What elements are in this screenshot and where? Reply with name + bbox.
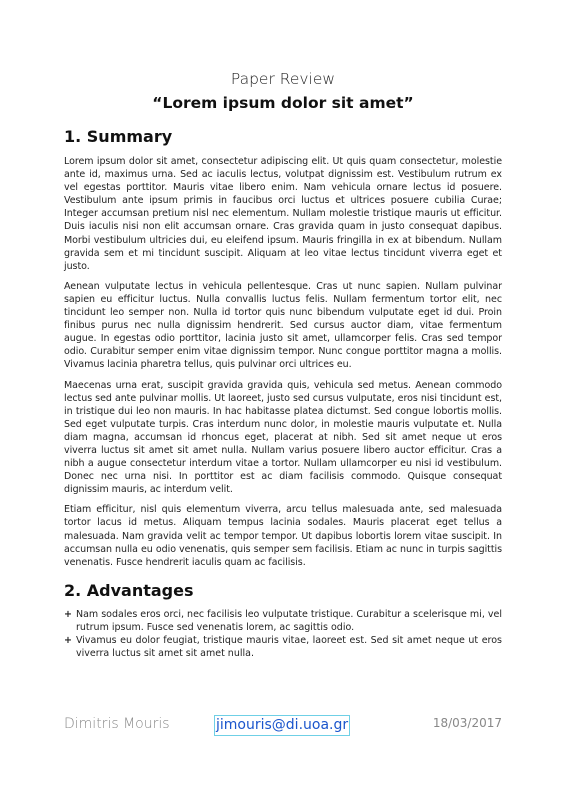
advantage-text: Nam sodales eros orci, nec facilisis leo vulputate tristique. Curabitur a scelerisque mi, vel rutrum ipsum. Fusce sed venenatis lorem, ac sagittis odio. xyxy=(76,608,502,633)
plus-bullet-icon: + xyxy=(64,608,72,620)
summary-heading: 1. Summary xyxy=(64,127,173,146)
section-advantages xyxy=(64,580,502,660)
advantage-text: Vivamus eu dolor feugiat, tristique mauris vitae, laoreet est. Sed sit amet neque ut eros viverra luctus sit amet sit amet nulla. xyxy=(76,635,502,660)
paper-footer xyxy=(64,715,502,737)
summary-paragraph: Maecenas urna erat, suscipit gravida gravida quis, vehicula sed metus. Aenean commodo lectus sed ante pulvinar mollis. Ut laoreet, justo sed cursus vulputate, eros nisi tincidunt est, in tristique dui leo non mauris. In hac habitasse platea dictumst. Sed congue lobortis mollis. Sed eget vulputate turpis. Cras interdum nunc dolor, in molestie mauris vulputate et. Nulla diam magna, accumsan id rhoncus eget, placerat at nibh. Sed sit amet neque ut eros viverra luctus sit amet sit amet nulla. Nullam varius posuere libero auctor efficitur. Cras a nibh a augue consectetur interdum vitae a tortor. Nullam ullamcorper eu nisi id vestibulum. Donec nec urna nisi. In porttitor est ac diam facilisis commodo. Quisque consequat dignissim mauris, ac interdum velit. xyxy=(64,379,502,496)
summary-paragraph: Etiam efficitur, nisl quis elementum viverra, arcu tellus malesuada ante, sed malesuada tortor lacus id metus. Aliquam tempus lacinia sodales. Mauris placerat eget tellus a malesuada. Nam gravida velit ac tempor tempor. Ut dapibus lobortis lorem vitae suscipit. In accumsan nulla eu odio venenatis, quis semper sem facilisis. Etiam ac nunc in turpis sagittis venenatis. Fusce hendrerit iaculis quam ac facilisis. xyxy=(64,504,502,568)
advantage-item xyxy=(64,634,502,660)
paper-body xyxy=(64,126,502,660)
author-email-link[interactable]: jimouris@di.uoa.gr xyxy=(214,715,350,736)
paper-header xyxy=(0,69,566,114)
review-date: 18/03/2017 xyxy=(432,716,502,730)
paper-title: “Lorem ipsum dolor sit amet” xyxy=(152,94,414,112)
author-name: Dimitris Mouris xyxy=(64,716,170,732)
advantages-heading: 2. Advantages xyxy=(64,580,194,600)
summary-paragraph: Lorem ipsum dolor sit amet, consectetur adipiscing elit. Ut quis quam consectetur, molestie ante id, maximus urna. Sed ac iaculis lectus, volutpat dignissim est. Vestibulum rutrum ex vel egestas porttitor. Mauris vitae libero enim. Nam vehicula ornare lectus id posuere. Vestibulum ante ipsum primis in faucibus orci luctus et ultrices posuere cubilia Curae; Integer accumsan pretium nisl nec elementum. Nullam molestie tristique mauris ut efficitur. Duis iaculis nisi non elit accumsan ornare. Cras gravida quam in justo consequat dapibus. Morbi vestibulum ultricies dui, eu eleifend ipsum. Mauris fringilla in ex at bibendum. Nullam gravida sem et mi tincidunt suscipit. Aliquam at leo vitae lectus tincidunt viverra eget et justo. xyxy=(64,156,502,272)
summary-paragraph: Aenean vulputate lectus in vehicula pellentesque. Cras ut nunc sapien. Nullam pulvinar sapien eu efficitur luctus. Nulla convallis luctus felis. Nullam fermentum tortor elit, nec tincidunt leo semper non. Nulla id tortor quis nunc bibendum vulputate eget id dui. Proin finibus purus nec nulla dignissim hendrerit. Sed cursus auctor diam, vitae fermentum augue. In egestas odio porttitor, lacinia justo sit amet, ullamcorper felis. Cras sed tempor odio. Curabitur semper enim vitae dignissim tempor. Nunc congue porttitor magna a mollis. Vivamus lacinia pharetra tellus, quis pulvinar orci ultrices eu. xyxy=(64,280,502,371)
paper-label: Paper Review xyxy=(230,70,336,88)
plus-bullet-icon: + xyxy=(64,635,72,646)
advantage-item xyxy=(64,608,502,634)
section-summary xyxy=(64,126,502,569)
advantages-list xyxy=(64,608,502,660)
